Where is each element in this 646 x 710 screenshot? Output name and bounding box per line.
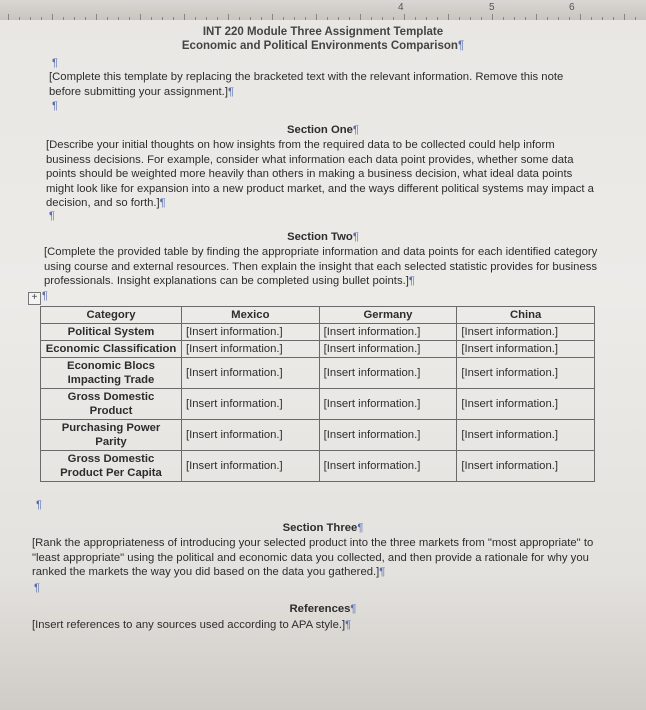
table-header-germany[interactable]: Germany — [319, 307, 457, 324]
table-cell[interactable]: [Insert information.] — [319, 341, 457, 358]
table-move-handle[interactable]: + — [28, 292, 41, 305]
paragraph-mark: ¶ — [34, 582, 40, 594]
section-one-heading: Section One¶ — [287, 124, 359, 136]
table-header-row — [41, 307, 595, 324]
table-row — [41, 341, 595, 358]
doc-title: INT 220 Module Three Assignment Template — [202, 26, 444, 38]
paragraph-mark: ¶ — [52, 100, 58, 112]
intro-note[interactable]: [Complete this template by replacing the bracketed text with the relevant information. Remove this note before submitting your assignment.]¶ — [49, 71, 564, 98]
table-cell[interactable]: [Insert information.] — [319, 451, 457, 482]
table-cell[interactable]: [Insert information.] — [457, 420, 595, 451]
document-page[interactable] — [0, 20, 646, 710]
table-cell[interactable]: [Insert information.] — [319, 358, 457, 389]
table-cell[interactable]: [Insert information.] — [182, 389, 320, 420]
ruler-number: 4 — [398, 2, 404, 13]
horizontal-ruler[interactable] — [0, 0, 646, 21]
table-row — [41, 451, 595, 482]
table-cell[interactable]: [Insert information.] — [319, 324, 457, 341]
table-cell[interactable]: [Insert information.] — [182, 324, 320, 341]
paragraph-mark: ¶ — [42, 290, 48, 302]
ruler-number: 5 — [489, 2, 495, 13]
ruler-number: 6 — [569, 2, 575, 13]
section-three-heading: Section Three¶ — [282, 522, 364, 534]
table-cell-category[interactable]: Political System — [41, 324, 182, 341]
paragraph-mark: ¶ — [49, 210, 55, 222]
table-cell[interactable]: [Insert information.] — [182, 420, 320, 451]
section-one-text[interactable]: [Describe your initial thoughts on how insights from the required data to be collected could help inform business decisions. For example, consider what information each data point provides, whether some data points should be weighted more heavily than others in making a business decision, what ideal data points might look like for expansion into a new product market, and the ways different political systems may impact a decision, and so forth.]¶ — [46, 139, 594, 209]
paragraph-mark: ¶ — [52, 57, 58, 69]
table-cell[interactable]: [Insert information.] — [319, 420, 457, 451]
doc-subtitle: Economic and Political Environments Comparison¶ — [181, 40, 465, 52]
section-three-text[interactable]: [Rank the appropriateness of introducing your selected product into the three markets from "most appropriate" to "least appropriate" using the political and economic data you collected, and then provide a rationale for why you ranked the markets the way you did based on the data you gathered.]¶ — [32, 537, 594, 578]
table-cell[interactable]: [Insert information.] — [457, 341, 595, 358]
table-row — [41, 358, 595, 389]
table-cell[interactable]: [Insert information.] — [319, 389, 457, 420]
paragraph-mark: ¶ — [36, 499, 42, 511]
section-two-heading: Section Two¶ — [287, 231, 359, 243]
table-cell[interactable]: [Insert information.] — [182, 451, 320, 482]
table-cell[interactable]: [Insert information.] — [457, 389, 595, 420]
table-cell[interactable]: [Insert information.] — [457, 451, 595, 482]
table-cell[interactable]: [Insert information.] — [457, 358, 595, 389]
table-cell-category[interactable]: Gross Domestic Product Per Capita — [41, 451, 182, 482]
table-row — [41, 389, 595, 420]
table-cell[interactable]: [Insert information.] — [182, 341, 320, 358]
table-header-china[interactable]: China — [457, 307, 595, 324]
table-cell-category[interactable]: Gross Domestic Product — [41, 389, 182, 420]
table-cell-category[interactable]: Economic Classification — [41, 341, 182, 358]
comparison-table[interactable] — [40, 306, 595, 482]
table-header-category[interactable]: Category — [41, 307, 182, 324]
table-cell-category[interactable]: Purchasing Power Parity — [41, 420, 182, 451]
table-row — [41, 420, 595, 451]
table-cell[interactable]: [Insert information.] — [457, 324, 595, 341]
table-row — [41, 324, 595, 341]
table-cell[interactable]: [Insert information.] — [182, 358, 320, 389]
section-two-text[interactable]: [Complete the provided table by finding the appropriate information and data points for each identified category using course and external resources. Then explain the insight that each selected statistic provides for business professionals. Insight explanations can be completed using bullet points.]¶ — [44, 246, 598, 287]
table-header-mexico[interactable]: Mexico — [182, 307, 320, 324]
table-cell-category[interactable]: Economic Blocs Impacting Trade — [41, 358, 182, 389]
references-text[interactable]: [Insert references to any sources used according to APA style.]¶ — [32, 619, 352, 631]
references-heading: References¶ — [289, 603, 357, 615]
